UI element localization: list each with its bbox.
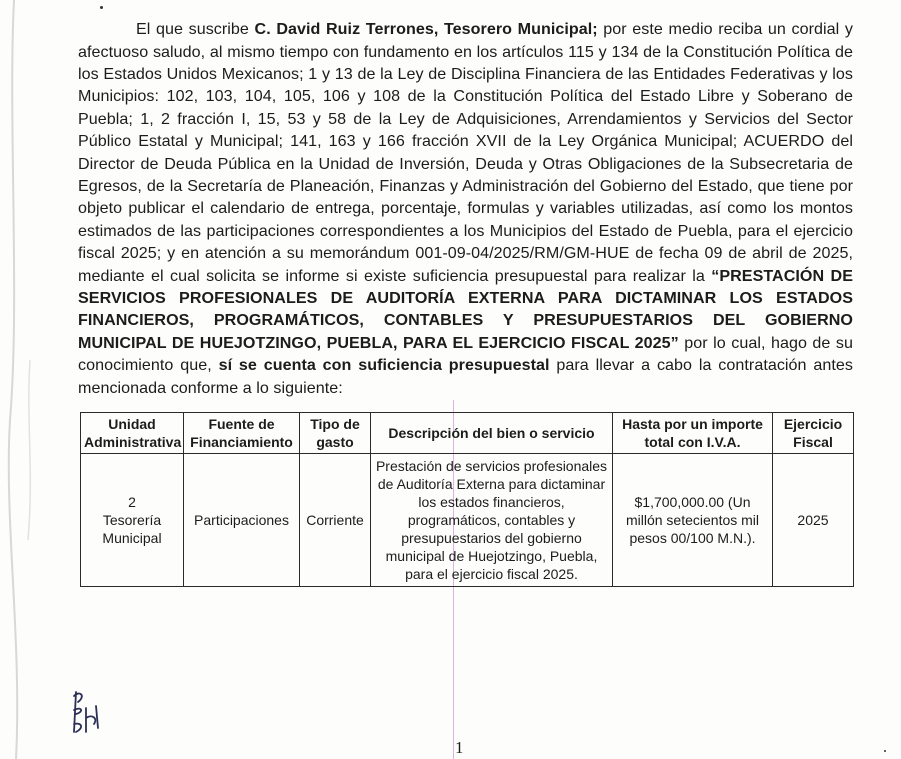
legal-basis-text: por este medio reciba un cordial y afectuoso saludo, al mismo tiempo con fundamento en los artículos 115 y 134 de la Constitución Política de los Estados Unidos Mexicanos; 1 y 13 de la Ley de Disciplina Financiera de las Entidades Federativas y los Municipios: 102, 103, 104, 105, 106 y 108 de la Constitución Política del Estado Libre y Soberano de Puebla; 1, 2 fracción I, 15, 53 y 58 de la Ley de Adquisiciones, Arrendamientos y Servicios del Sector Público Estatal y Municipal; 141, 163 y 166 fracción XVII de la Ley Orgánica Municipal; ACUERDO del Director de Deuda Pública en la Unidad de Inversión, Deuda y Otras Obligaciones de la Subsecretaria de Egresos, de la Secretaría de Planeación, Finanzas y Administración del Gobierno del Estado, que tiene por objeto publicar el calendario de entrega, porcentaje, formulas y variables utilizadas, así como los montos estimados de las participaciones correspondientes a los Municipios del Estado de Puebla, para el ejercicio fiscal 2025; y en atención a su memorándum 001-09-04/2025/RM/GM-HUE de fecha 09 de abril de 2025, mediante el cual solicita se informe si existe suficiencia presupuestal para realizar la	[78, 20, 853, 285]
scan-speck	[884, 750, 886, 752]
header-unit: Unidad Administrativa	[81, 413, 184, 454]
signature-initials	[68, 688, 108, 736]
cell-year: 2025	[773, 454, 854, 587]
closing-text: para llevar a cabo la contratación antes mencionada conforme a lo siguiente:	[78, 356, 853, 397]
unit-name: Tesorería Municipal	[102, 512, 162, 546]
header-source: Fuente de Financiamiento	[184, 413, 300, 454]
header-amount: Hasta por un importe total con I.V.A.	[613, 413, 773, 454]
page-number: 1	[455, 738, 464, 757]
header-description: Descripción del bien o servicio	[371, 413, 613, 454]
signer-name: C. David Ruiz Terrones, Tesorero Municipal;	[254, 20, 598, 39]
connector-text: por lo cual, hago de su conocimiento que,	[78, 333, 853, 375]
cell-type: Corriente	[300, 454, 371, 587]
scan-edge-bleed	[0, 0, 40, 759]
scan-speck	[100, 6, 103, 9]
header-year: Ejercicio Fiscal	[773, 413, 854, 454]
table-header-row	[81, 413, 854, 454]
cell-unit	[81, 454, 184, 587]
table-row	[81, 454, 854, 587]
cell-source: Participaciones	[184, 454, 300, 587]
body-paragraph	[78, 18, 853, 399]
service-title: “PRESTACIÓN DE SERVICIOS PROFESIONALES DE AUDITORÍA EXTERNA PARA DICTAMINAR LOS ESTADOS FINANCIEROS, PROGRAMÁTICOS, CONTABLES Y PRESUPUESTARIOS DEL GOBIERNO MUNICIPAL DE HUEJOTZINGO, PUEBLA, PARA EL EJERCICIO FISCAL 2025”	[78, 266, 853, 352]
budget-table	[80, 412, 854, 587]
budget-confirmation: sí se cuenta con suficiencia presupuestal	[218, 356, 550, 375]
cell-description: Prestación de servicios profesionales de Auditoría Externa para dictaminar los estados financieros, programáticos, contables y presupuestarios del gobierno municipal de Huejotzingo, Puebla, para el ejercicio fiscal 2025.	[371, 454, 613, 587]
cell-amount: $1,700,000.00 (Un millón setecientos mil pesos 00/100 M.N.).	[613, 454, 773, 587]
intro-text: El que suscribe	[136, 20, 255, 39]
unit-number: 2	[128, 494, 136, 510]
header-type: Tipo de gasto	[300, 413, 371, 454]
